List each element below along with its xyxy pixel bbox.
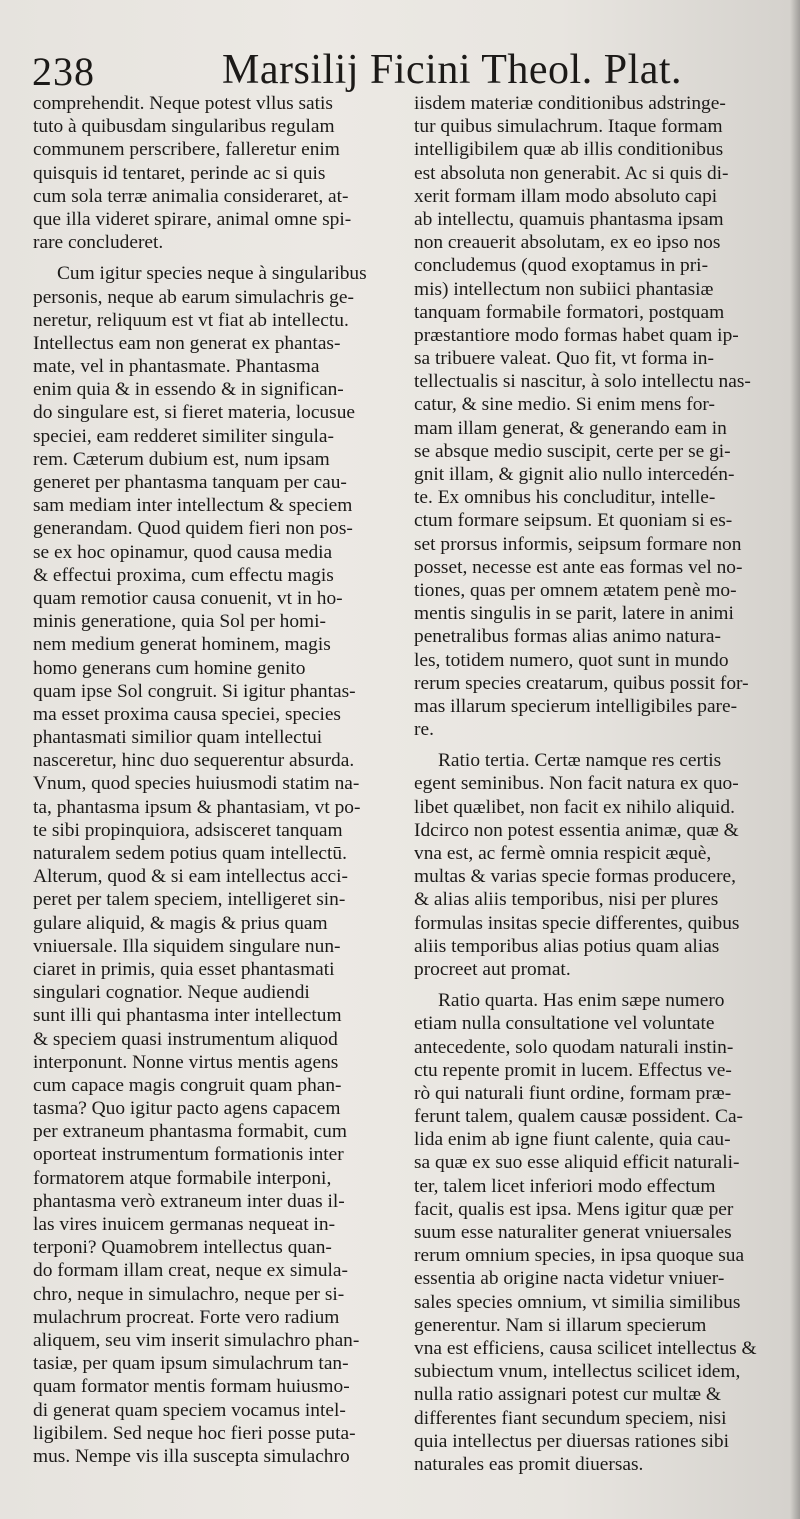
right-text-column <box>414 92 774 1476</box>
text-line: Alterum, quod & si eam intellectus acci- <box>33 866 349 888</box>
text-line: Ratio quarta. Has enim sæpe numero <box>438 990 725 1012</box>
text-line: concludemus (quod exoptamus in pri- <box>414 255 709 277</box>
text-line: sunt illi qui phantasma inter intellectum <box>33 1005 342 1027</box>
text-line: te sibi propinquiora, adsisceret tanquam <box>33 819 343 841</box>
text-line: mis) intellectum non subiici phantasiæ <box>414 278 714 300</box>
text-line: personis, neque ab earum simulachris ge- <box>33 286 354 308</box>
text-line: cum sola terræ animalia consideraret, at- <box>33 185 349 207</box>
text-line: Idcirco non potest essentia animæ, quæ & <box>414 819 739 841</box>
text-line: intelligibilem quæ ab illis conditionibus <box>414 139 724 161</box>
text-line: ter, talem licet inferiori modo effectum <box>414 1175 716 1197</box>
text-line: sa tribuere valeat. Quo fit, vt forma in- <box>414 348 714 370</box>
text-line: tanquam formabile formatori, postquam <box>414 301 725 323</box>
text-line: ma esset proxima causa speciei, species <box>33 703 341 725</box>
text-line: phantasmati similior quam intellectui <box>33 727 323 749</box>
text-line: iisdem materiæ conditionibus adstringe- <box>414 93 726 114</box>
text-line: rerum omnium species, in ipsa quoque sua <box>414 1245 745 1267</box>
text-line: di generat quam speciem vocamus intel- <box>33 1399 346 1421</box>
text-line: ta, phantasma ipsum & phantasiam, vt po- <box>33 796 361 818</box>
text-line: enim quia & in essendo & in significan- <box>33 379 344 401</box>
text-line: mentis singulis in se parit, latere in animi <box>414 603 734 625</box>
text-line: neretur, reliquum est vt fiat ab intellectu. <box>33 309 349 331</box>
text-line: gulare aliquid, & magis & prius quam <box>33 912 328 934</box>
left-text-column <box>33 92 391 1468</box>
text-line: antecedente, solo quodam naturali instin- <box>414 1036 734 1058</box>
text-line: nem medium generat hominem, magis <box>33 634 331 656</box>
text-line: mas illarum specierum intelligibiles pare- <box>414 695 738 717</box>
text-line: est absoluta non generabit. Ac si quis di- <box>414 162 729 184</box>
text-line: mus. Nempe vis illa suscepta simulachro <box>33 1445 350 1467</box>
text-line: vna est efficiens, causa scilicet intellectus & <box>414 1337 757 1359</box>
text-line: posset, necesse est ante eas formas vel no- <box>414 556 743 578</box>
text-line: ligibilem. Sed neque hoc fieri posse puta- <box>33 1422 356 1444</box>
text-line: facit, qualis est ipsa. Mens igitur quæ per <box>414 1198 734 1220</box>
text-line: etiam nulla consultatione vel voluntate <box>414 1013 715 1035</box>
paragraph-gap <box>33 254 391 262</box>
text-line: naturalem sedem potius quam intellectū. <box>33 843 347 864</box>
text-line: oporteat instrumentum formationis inter <box>33 1144 344 1166</box>
text-line: ferunt talem, qualem causæ possident. Ca- <box>414 1106 744 1128</box>
text-line: rare concluderet. <box>33 232 164 254</box>
text-line: quia intellectus per diuersas rationes sibi <box>414 1430 730 1452</box>
text-line: interponunt. Nonne virtus mentis agens <box>33 1051 339 1073</box>
text-line: rò qui naturali fiunt ordine, formam præ- <box>414 1082 732 1104</box>
text-line: sales species omnium, vt similia similibus <box>414 1291 741 1313</box>
text-line: sa quæ ex suo esse aliquid efficit naturali- <box>414 1152 740 1174</box>
text-line: cum capace magis congruit quam phan- <box>33 1074 342 1096</box>
text-line: ctum formare seipsum. Et quoniam si es- <box>414 510 733 532</box>
paragraph-gap <box>414 741 774 749</box>
text-line: se ex hoc opinamur, quod causa media <box>33 541 333 563</box>
text-line: formulas insitas specie differentes, quibus <box>414 912 740 934</box>
text-line: quam remotior causa conuenit, vt in ho- <box>33 587 343 609</box>
text-line: aliis temporibus alias potius quam alias <box>414 935 720 957</box>
text-line: differentes fiant secundum speciem, nisi <box>414 1407 727 1429</box>
text-line: speciei, eam redderet similiter singula- <box>33 425 334 447</box>
text-line: vna est, ac fermè omnia respicit æquè, <box>414 843 712 864</box>
text-line: xerit formam illam modo absoluto capi <box>414 185 718 207</box>
text-line: rerum species creatarum, quibus possit for- <box>414 672 749 694</box>
text-line: multas & varias specie formas producere, <box>414 866 736 888</box>
text-line: tasma? Quo igitur pacto agens capacem <box>33 1098 341 1120</box>
text-line: essentia ab origine nacta videtur vniuer- <box>414 1268 725 1290</box>
text-line: tur quibus simulachrum. Itaque formam <box>414 116 723 138</box>
text-line: rem. Cæterum dubium est, num ipsam <box>33 448 330 470</box>
text-line: ab intellectu, quamuis phantasma ipsam <box>414 208 724 230</box>
text-line: singulari cognatior. Neque audiendi <box>33 982 310 1004</box>
text-line: mam illam generat, & generando eam in <box>414 417 727 439</box>
text-line: sam mediam inter intellectum & speciem <box>33 495 353 517</box>
text-line: minis generatione, quia Sol per homi- <box>33 611 326 633</box>
page-number: 238 <box>32 49 95 94</box>
text-line: non creauerit absolutam, ex eo ipso nos <box>414 232 721 254</box>
text-line: & effectui proxima, cum effectu magis <box>33 564 334 586</box>
text-line: tasiæ, per quam ipsum simulachrum tan- <box>33 1353 349 1375</box>
text-line: phantasma verò extraneum inter duas il- <box>33 1190 345 1212</box>
text-line: re. <box>414 719 434 741</box>
text-line: aliquem, seu vim inserit simulachro phan- <box>33 1329 360 1351</box>
text-line: catur, & sine medio. Si enim mens for- <box>414 394 715 416</box>
text-line: Vnum, quod species huiusmodi statim na- <box>33 773 360 795</box>
text-line: Ratio tertia. Certæ namque res certis <box>438 750 722 772</box>
text-line: naturales eas promit diuersas. <box>414 1453 644 1475</box>
text-line: que illa videret spirare, animal omne spi- <box>33 208 352 230</box>
text-line: & speciem quasi instrumentum aliquod <box>33 1028 338 1050</box>
text-line: generet per phantasma tanquam per cau- <box>33 472 347 493</box>
text-line: nasceretur, hinc duo sequerentur absurda. <box>33 750 355 772</box>
text-line: chro, neque in simulachro, neque per si- <box>33 1283 345 1305</box>
text-line: Intellectus eam non generat ex phantas- <box>33 332 341 354</box>
text-line: set prorsus informis, seipsum formare non <box>414 533 742 555</box>
text-line: se absque medio suscipit, certe per se gi- <box>414 440 731 462</box>
text-line: lida enim ab igne fiunt calente, quia cau- <box>414 1129 731 1151</box>
text-line: tuto à quibusdam singularibus regulam <box>33 116 335 138</box>
text-line: ciaret in primis, quia esset phantasmati <box>33 958 335 980</box>
text-line: generandam. Quod quidem fieri non pos- <box>33 518 353 540</box>
text-line: suum esse naturaliter generat vniuersales <box>414 1222 732 1243</box>
text-line: Cum igitur species neque à singularibus <box>57 263 367 285</box>
text-line: generentur. Nam si illarum specierum <box>414 1314 707 1336</box>
running-title: Marsilij Ficini Theol. Plat. <box>222 47 683 93</box>
text-line: do formam illam creat, neque ex simula- <box>33 1260 348 1282</box>
text-line: terponi? Quamobrem intellectus quan- <box>33 1237 332 1259</box>
text-line: libet quælibet, non facit ex nihilo aliquid. <box>414 796 735 818</box>
text-line: procreet aut promat. <box>414 958 571 980</box>
paragraph-gap <box>414 981 774 989</box>
text-line: subiectum vnum, intellectus scilicet idem, <box>414 1361 741 1383</box>
text-line: præstantiore modo formas habet quam ip- <box>414 324 739 346</box>
text-line: te. Ex omnibus his concluditur, intelle- <box>414 487 716 509</box>
text-line: quisquis id tentaret, perinde ac si quis <box>33 162 326 184</box>
text-line: ctu repente promit in lucem. Effectus ve- <box>414 1059 732 1081</box>
text-line: do singulare est, si fieret materia, locusue <box>33 402 355 424</box>
text-line: les, totidem numero, quot sunt in mundo <box>414 649 729 671</box>
text-line: las vires inuicem germanas nequeat in- <box>33 1214 336 1235</box>
page-header <box>32 40 768 96</box>
page-edge-shadow <box>790 0 800 1519</box>
text-line: egent seminibus. Non facit natura ex quo- <box>414 773 739 795</box>
text-line: quam formator mentis formam huiusmo- <box>33 1376 350 1398</box>
text-line: per extraneum phantasma formabit, cum <box>33 1121 347 1143</box>
text-line: mulachrum procreat. Forte vero radium <box>33 1306 340 1328</box>
text-line: quam ipse Sol congruit. Si igitur phantas- <box>33 680 356 702</box>
text-line: gnit illam, & gignit alio nullo intercedén- <box>414 464 735 485</box>
text-line: comprehendit. Neque potest vllus satis <box>33 93 333 114</box>
text-line: tiones, quas per omnem ætatem penè mo- <box>414 579 737 601</box>
text-line: mate, vel in phantasmate. Phantasma <box>33 356 320 378</box>
text-line: & alias aliis temporibus, nisi per plures <box>414 889 719 911</box>
text-line: peret per talem speciem, intelligeret sin- <box>33 889 346 911</box>
text-line: penetralibus formas alias animo natura- <box>414 626 721 648</box>
text-line: vniuersale. Illa siquidem singulare nun- <box>33 935 341 957</box>
text-line: tellectualis si nascitur, à solo intellectu nas- <box>414 371 751 393</box>
text-line: homo generans cum homine genito <box>33 657 306 679</box>
text-line: communem perscribere, falleretur enim <box>33 139 340 161</box>
text-line: nulla ratio assignari potest cur multæ & <box>414 1384 721 1406</box>
text-line: formatorem atque formabile interponi, <box>33 1167 332 1189</box>
